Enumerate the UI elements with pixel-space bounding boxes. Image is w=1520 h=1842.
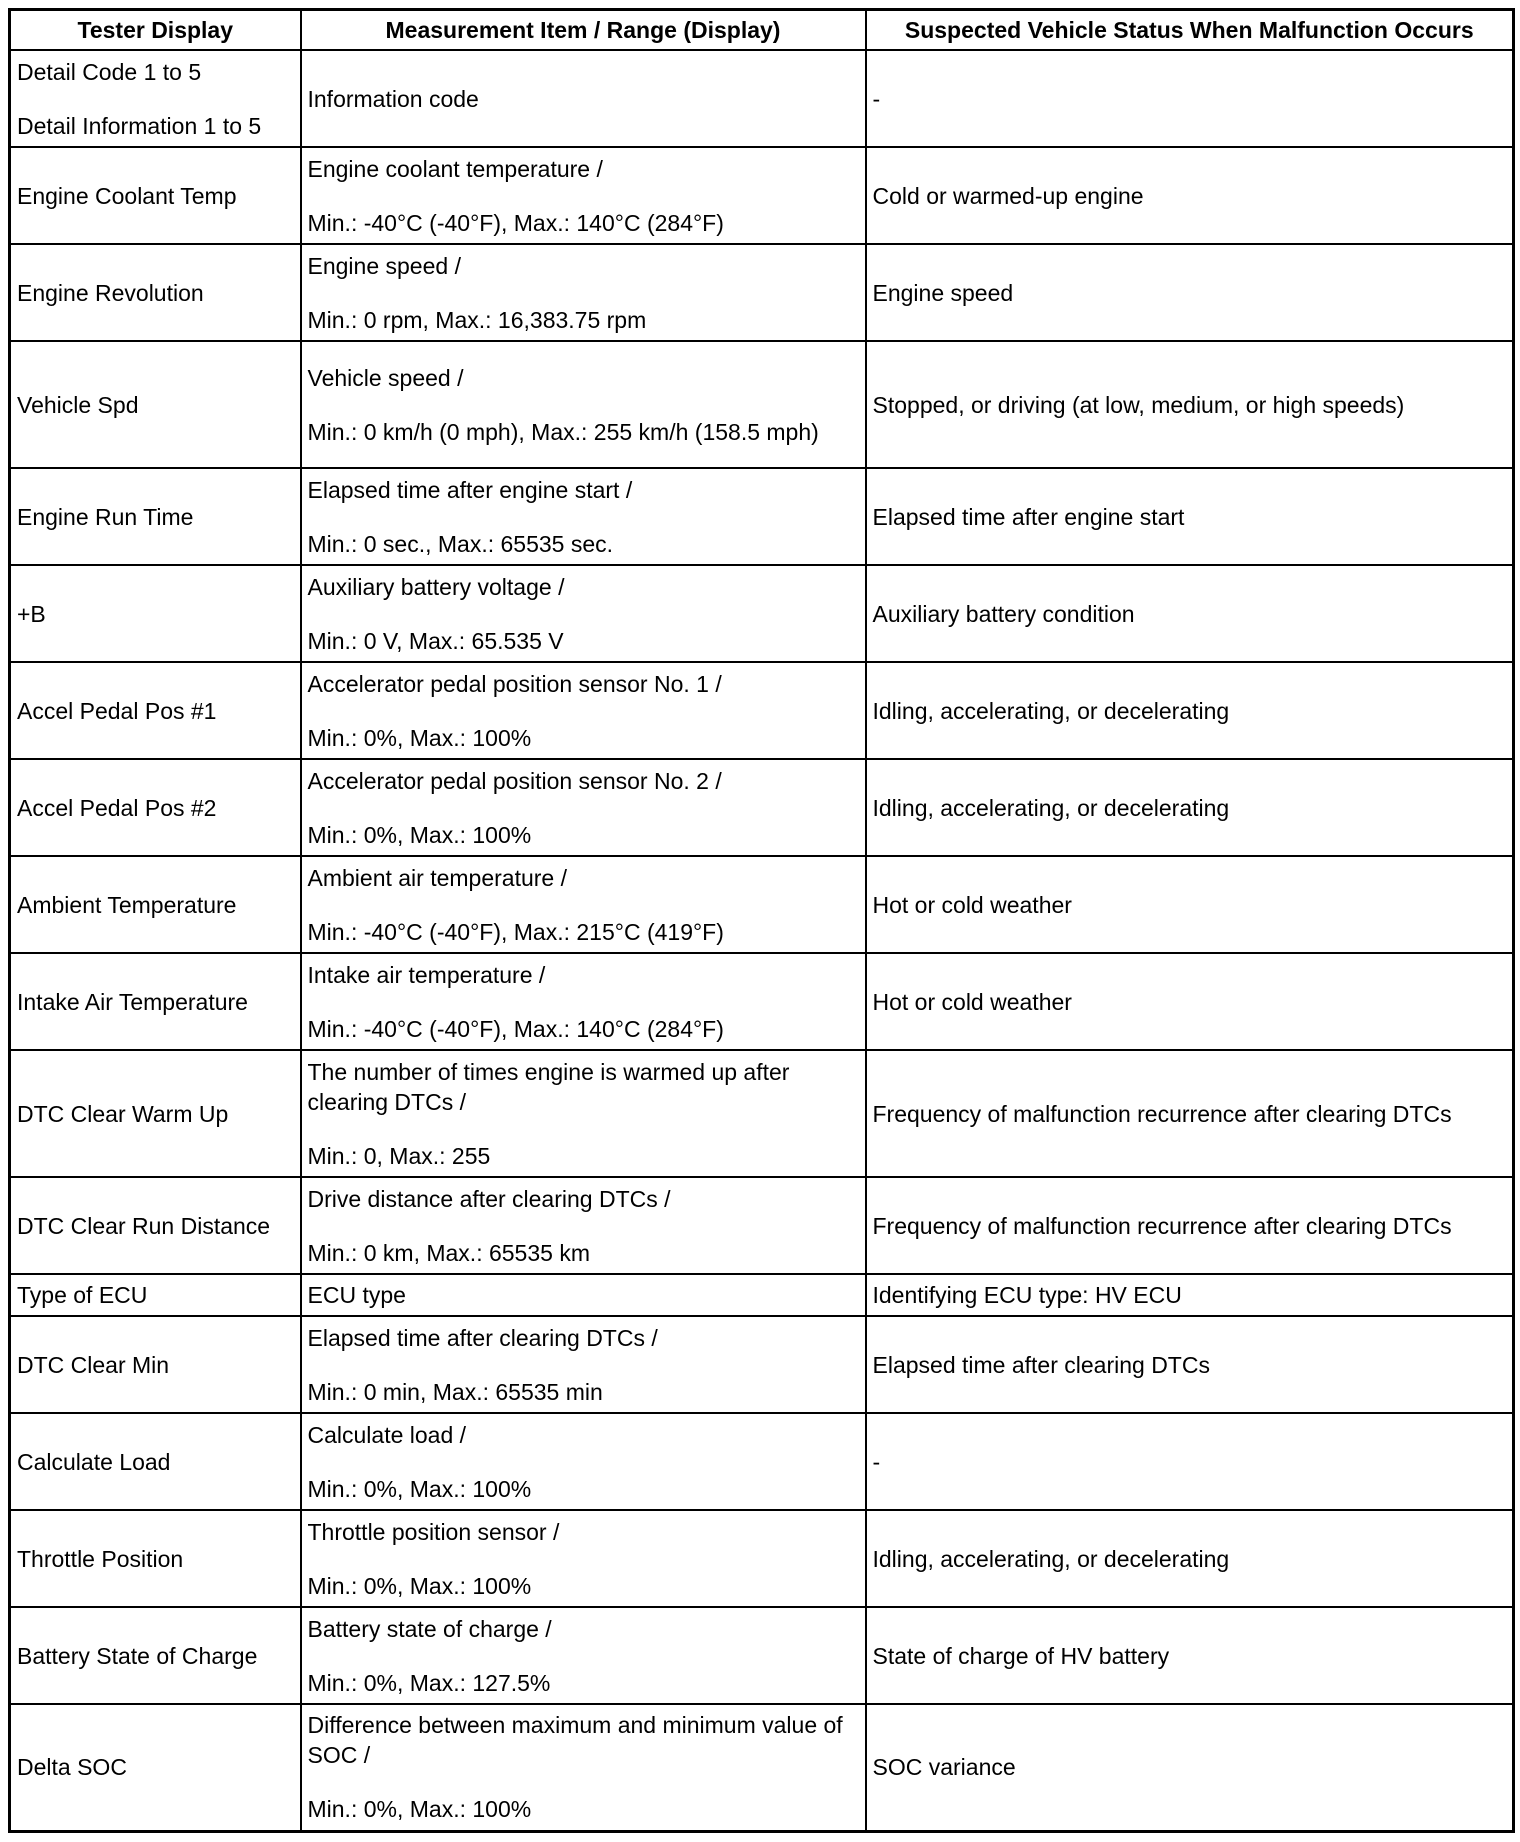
tester-display-cell: [10, 1316, 301, 1413]
measurement-range: Min.: 0%, Max.: 100%: [307, 1572, 532, 1599]
suspected-status-cell: Hot or cold weather: [866, 856, 1514, 953]
tester-display-text: DTC Clear Run Distance: [17, 1212, 271, 1239]
suspected-status-cell: Elapsed time after clearing DTCs: [866, 1316, 1514, 1413]
header-suspected-status: Suspected Vehicle Status When Malfunction Occurs: [866, 10, 1514, 51]
measurement-cell: [301, 1274, 866, 1316]
table-row: [10, 1510, 1514, 1607]
tester-display-text: Detail Information 1 to 5: [17, 112, 262, 139]
suspected-status-cell: Idling, accelerating, or decelerating: [866, 662, 1514, 759]
measurement-item: Intake air temperature /: [307, 961, 546, 988]
measurement-range: Min.: 0 km, Max.: 65535 km: [307, 1239, 590, 1266]
measurement-cell: [301, 147, 866, 244]
tester-display-text: Accel Pedal Pos #1: [17, 697, 217, 724]
suspected-status-cell: SOC variance: [866, 1704, 1514, 1831]
table-row: [10, 1177, 1514, 1274]
tester-display-text: Intake Air Temperature: [17, 988, 248, 1015]
measurement-cell: [301, 468, 866, 565]
measurement-cell: [301, 662, 866, 759]
tester-display-cell: [10, 244, 301, 341]
table-row: [10, 244, 1514, 341]
table-row: [10, 1607, 1514, 1704]
suspected-status-cell: Cold or warmed-up engine: [866, 147, 1514, 244]
header-measurement-item: Measurement Item / Range (Display): [301, 10, 866, 51]
table-row: [10, 468, 1514, 565]
measurement-range: Min.: 0%, Max.: 100%: [307, 1796, 532, 1823]
measurement-cell: [301, 1050, 866, 1177]
measurement-item: Vehicle speed /: [307, 364, 464, 391]
measurement-range: Min.: 0 km/h (0 mph), Max.: 255 km/h (158.5 mph): [307, 418, 819, 445]
measurement-range: Min.: 0 sec., Max.: 65535 sec.: [307, 530, 614, 557]
suspected-status-cell: State of charge of HV battery: [866, 1607, 1514, 1704]
measurement-item: Auxiliary battery voltage /: [307, 573, 565, 600]
suspected-status-cell: Frequency of malfunction recurrence after clearing DTCs: [866, 1177, 1514, 1274]
table-row: [10, 856, 1514, 953]
table-row: [10, 341, 1514, 468]
tester-display-cell: [10, 147, 301, 244]
measurement-cell: [301, 341, 866, 468]
measurement-cell: [301, 759, 866, 856]
tester-display-text: DTC Clear Min: [17, 1351, 170, 1378]
suspected-status-cell: -: [866, 50, 1514, 147]
tester-display-text: Accel Pedal Pos #2: [17, 794, 217, 821]
tester-display-cell: [10, 565, 301, 662]
tester-display-cell: [10, 856, 301, 953]
measurement-item: Accelerator pedal position sensor No. 1 /: [307, 670, 722, 697]
tester-display-cell: [10, 1050, 301, 1177]
tester-display-cell: [10, 468, 301, 565]
table-row: [10, 147, 1514, 244]
measurement-range: Min.: 0, Max.: 255: [307, 1142, 491, 1169]
measurement-range: Min.: 0%, Max.: 127.5%: [307, 1669, 551, 1696]
measurement-cell: [301, 50, 866, 147]
tester-display-cell: [10, 1177, 301, 1274]
table-row: [10, 1050, 1514, 1177]
tester-display-cell: [10, 50, 301, 147]
tester-display-text: Calculate Load: [17, 1448, 171, 1475]
measurement-item: Elapsed time after engine start /: [307, 476, 633, 503]
suspected-status-cell: Idling, accelerating, or decelerating: [866, 1510, 1514, 1607]
measurement-cell: [301, 1704, 866, 1831]
measurement-item: Ambient air temperature /: [307, 864, 568, 891]
header-tester-display: Tester Display: [10, 10, 301, 51]
measurement-cell: [301, 953, 866, 1050]
measurement-cell: [301, 1316, 866, 1413]
measurement-cell: [301, 1510, 866, 1607]
table-row: [10, 1316, 1514, 1413]
tester-display-cell: [10, 662, 301, 759]
measurement-cell: [301, 1177, 866, 1274]
measurement-item: Engine speed /: [307, 252, 461, 279]
suspected-status-cell: Idling, accelerating, or decelerating: [866, 759, 1514, 856]
measurement-item: Throttle position sensor /: [307, 1518, 560, 1545]
tester-display-cell: [10, 953, 301, 1050]
suspected-status-cell: -: [866, 1413, 1514, 1510]
tester-display-text: DTC Clear Warm Up: [17, 1100, 229, 1127]
measurement-item: Drive distance after clearing DTCs /: [307, 1185, 671, 1212]
tester-display-text: Engine Revolution: [17, 279, 204, 306]
measurement-item: Accelerator pedal position sensor No. 2 /: [307, 767, 722, 794]
measurement-item: Calculate load /: [307, 1421, 467, 1448]
tester-display-cell: [10, 341, 301, 468]
tester-display-text: +B: [17, 600, 46, 627]
measurement-item: Difference between maximum and minimum value of SOC /: [307, 1712, 843, 1769]
table-row: [10, 759, 1514, 856]
measurement-range: Min.: -40°C (-40°F), Max.: 215°C (419°F): [307, 918, 724, 945]
measurement-item: The number of times engine is warmed up after clearing DTCs /: [307, 1058, 790, 1115]
suspected-status-cell: Engine speed: [866, 244, 1514, 341]
measurement-range: Min.: -40°C (-40°F), Max.: 140°C (284°F): [307, 209, 724, 236]
measurement-item: ECU type: [307, 1282, 406, 1308]
suspected-status-cell: Auxiliary battery condition: [866, 565, 1514, 662]
measurement-range: Min.: 0%, Max.: 100%: [307, 724, 532, 751]
tester-display-text: Battery State of Charge: [17, 1642, 258, 1669]
suspected-status-cell: Elapsed time after engine start: [866, 468, 1514, 565]
tester-display-text: Delta SOC: [17, 1754, 127, 1781]
tester-display-cell: [10, 1274, 301, 1316]
suspected-status-cell: Hot or cold weather: [866, 953, 1514, 1050]
measurement-range: Min.: -40°C (-40°F), Max.: 140°C (284°F): [307, 1015, 724, 1042]
suspected-status-cell: Stopped, or driving (at low, medium, or high speeds): [866, 341, 1514, 468]
table-row: [10, 1413, 1514, 1510]
tester-display-cell: [10, 1704, 301, 1831]
suspected-status-cell: Frequency of malfunction recurrence after clearing DTCs: [866, 1050, 1514, 1177]
table-row: [10, 50, 1514, 147]
measurement-range: Min.: 0%, Max.: 100%: [307, 821, 532, 848]
tester-display-text: Engine Run Time: [17, 503, 194, 530]
measurement-range: Min.: 0 rpm, Max.: 16,383.75 rpm: [307, 306, 647, 333]
measurement-item: Elapsed time after clearing DTCs /: [307, 1324, 658, 1351]
measurement-cell: [301, 1607, 866, 1704]
tester-display-text: Ambient Temperature: [17, 891, 237, 918]
data-list-table: [8, 8, 1515, 1833]
tester-display-text: Type of ECU: [17, 1282, 148, 1308]
tester-display-cell: [10, 759, 301, 856]
tester-display-cell: [10, 1510, 301, 1607]
measurement-cell: [301, 565, 866, 662]
tester-display-cell: [10, 1413, 301, 1510]
tester-display-text: Detail Code 1 to 5: [17, 58, 202, 85]
measurement-cell: [301, 244, 866, 341]
table-row: [10, 1704, 1514, 1831]
tester-display-text: Vehicle Spd: [17, 391, 139, 418]
measurement-item: Battery state of charge /: [307, 1615, 552, 1642]
tester-display-cell: [10, 1607, 301, 1704]
tester-display-text: Engine Coolant Temp: [17, 182, 237, 209]
table-row: [10, 662, 1514, 759]
measurement-item: Engine coolant temperature /: [307, 155, 603, 182]
measurement-cell: [301, 856, 866, 953]
tester-display-text: Throttle Position: [17, 1545, 184, 1572]
measurement-range: Min.: 0%, Max.: 100%: [307, 1475, 532, 1502]
measurement-cell: [301, 1413, 866, 1510]
suspected-status-cell: Identifying ECU type: HV ECU: [866, 1274, 1514, 1316]
table-row: [10, 953, 1514, 1050]
measurement-range: Min.: 0 min, Max.: 65535 min: [307, 1378, 603, 1405]
measurement-range: Min.: 0 V, Max.: 65.535 V: [307, 627, 564, 654]
header-row: [10, 10, 1514, 51]
table-row: [10, 1274, 1514, 1316]
measurement-item: Information code: [307, 85, 479, 112]
table-row: [10, 565, 1514, 662]
